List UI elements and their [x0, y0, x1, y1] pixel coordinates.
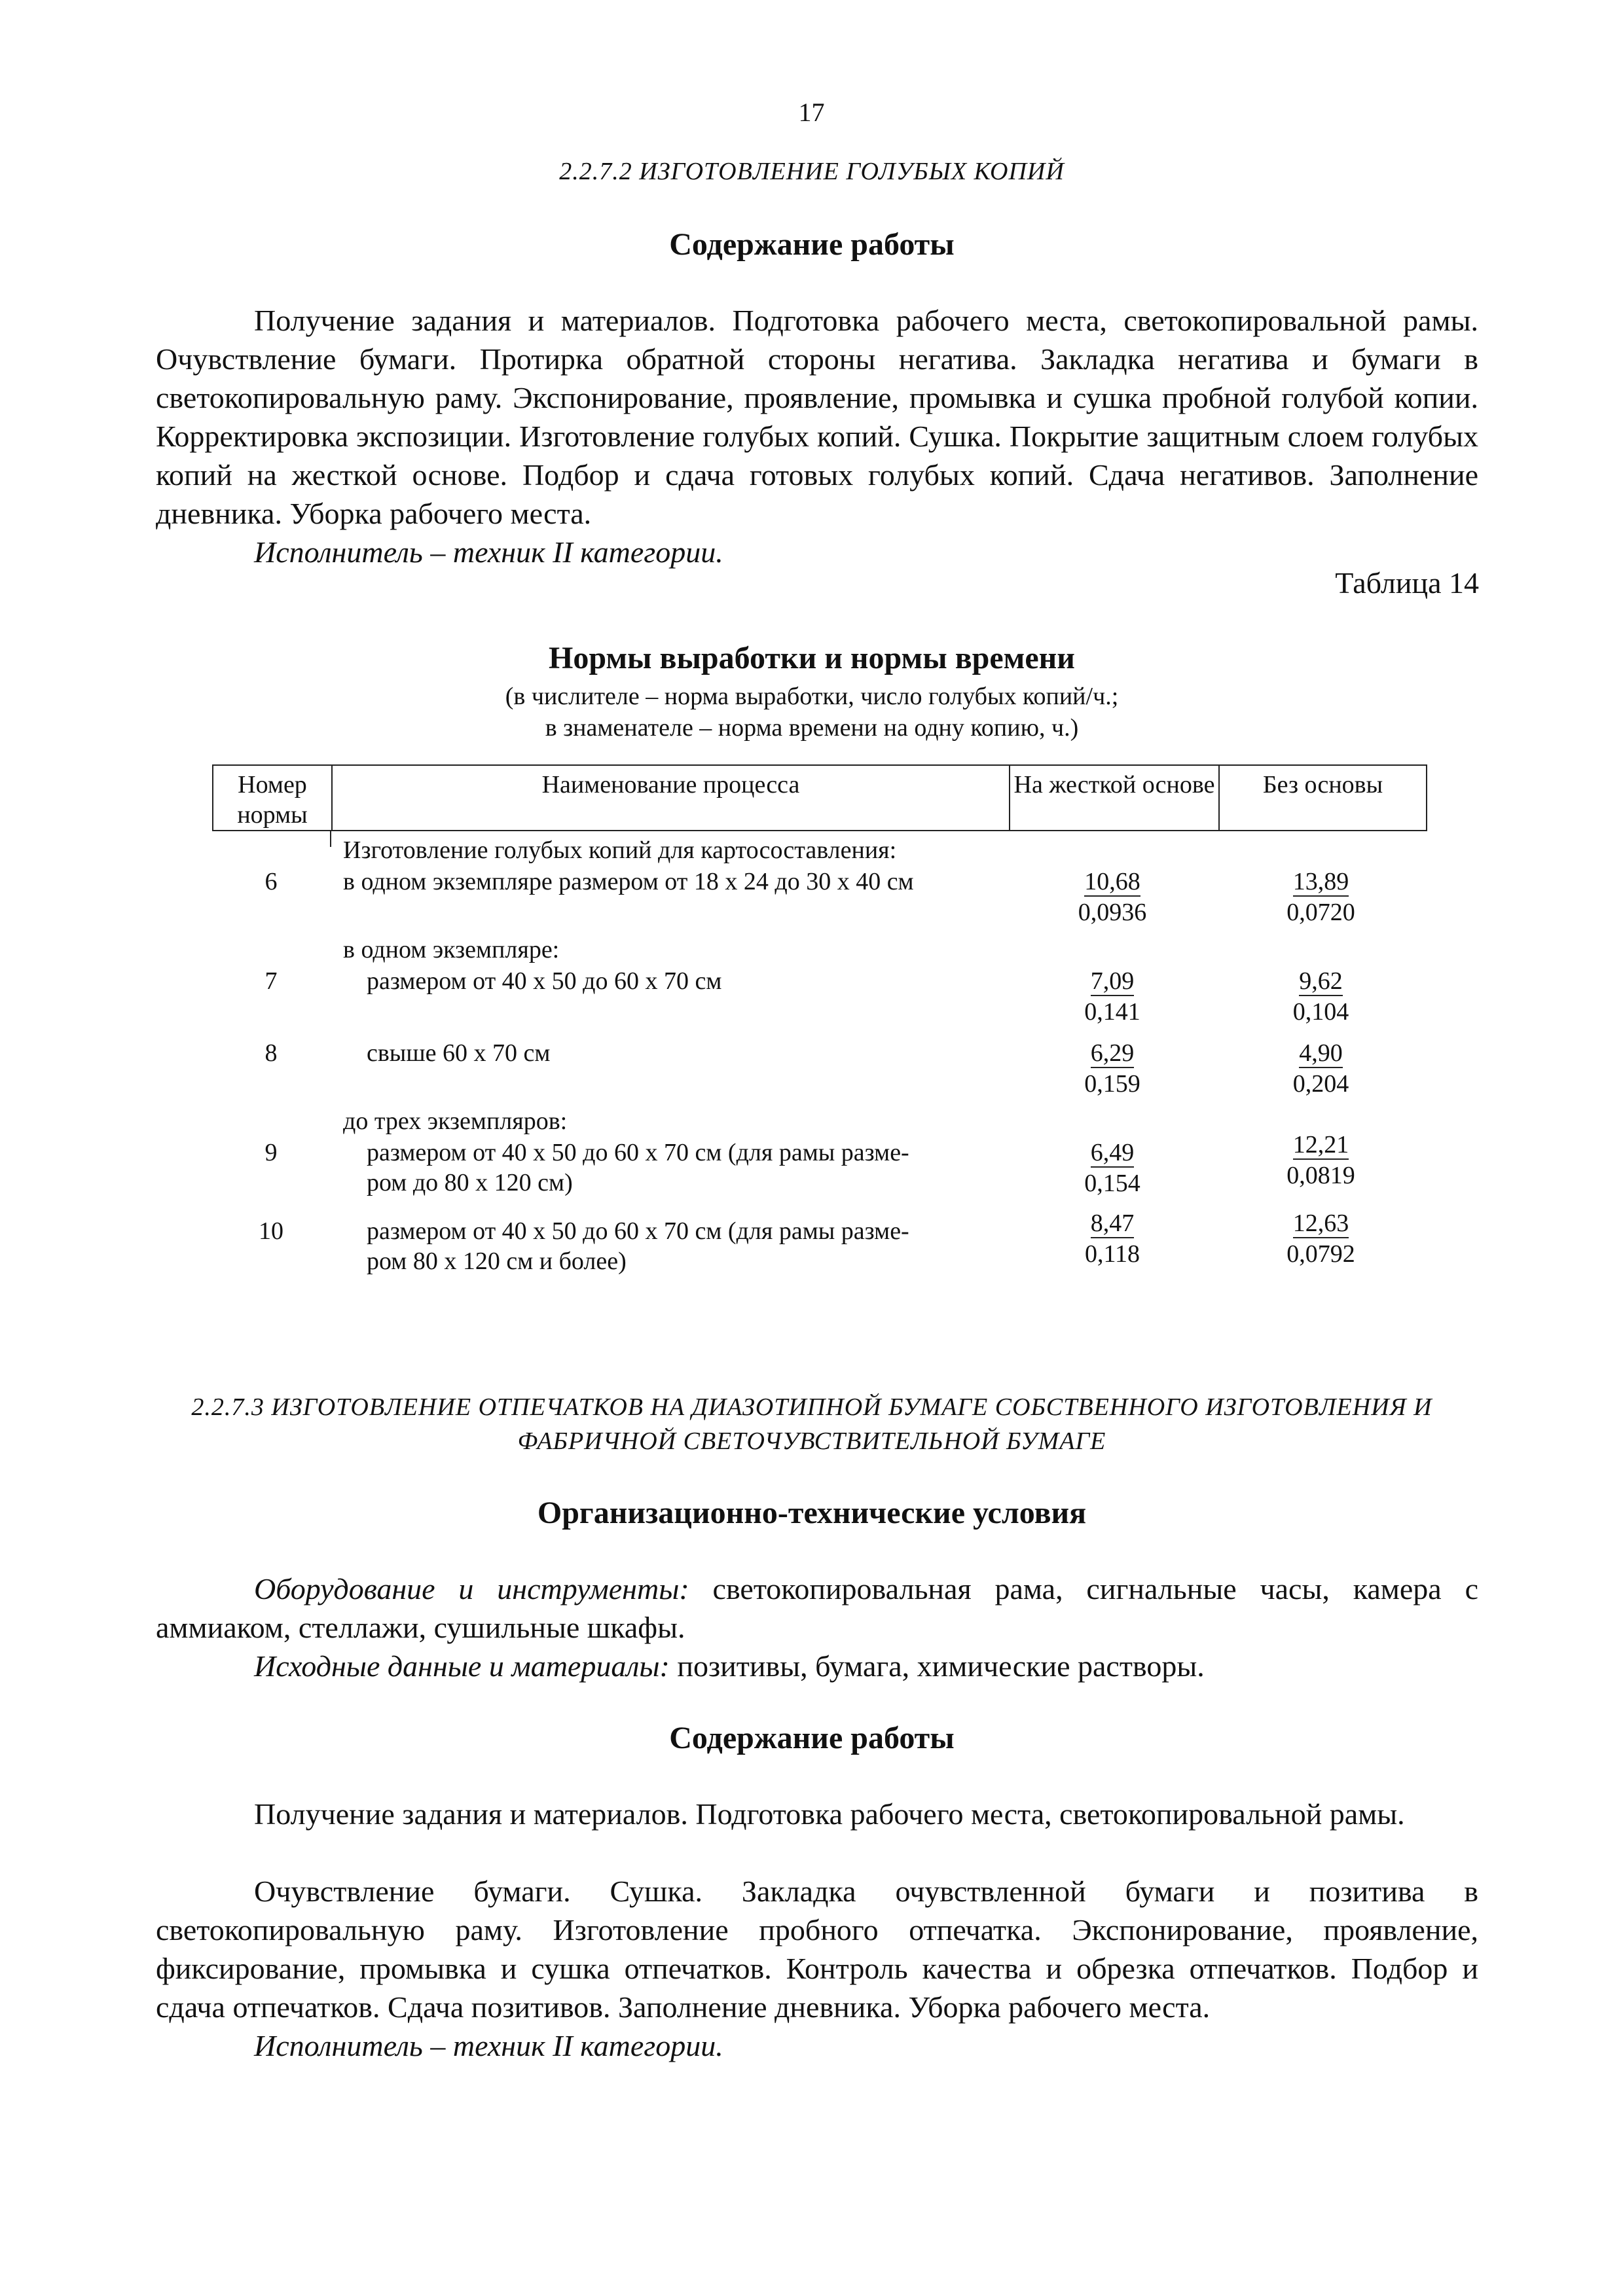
- group-label: Изготовление голубых копий для картосоставления:: [343, 836, 897, 864]
- section-title: 2.2.7.2 ИЗГОТОВЛЕНИЕ ГОЛУБЫХ КОПИЙ: [559, 158, 1065, 185]
- denominator: 0,118: [1084, 1240, 1140, 1268]
- no-base-value: [1217, 1130, 1425, 1191]
- numerator: 6,29: [1090, 1039, 1135, 1067]
- process-name-line: размером от 40 х 50 до 60 х 70 см (для рамы разме-: [367, 1217, 909, 1245]
- norm-number: 9: [264, 1139, 278, 1166]
- norm-number: 6: [264, 868, 278, 895]
- table-note-line2: в знаменателе – норма времени на одну копию, ч.): [545, 714, 1079, 742]
- section-title-line2: ФАБРИЧНОЙ СВЕТОЧУВСТВИТЕЛЬНОЙ БУМАГЕ: [517, 1427, 1106, 1455]
- no-base-value: [1217, 867, 1425, 928]
- content-text: Очувствление бумаги. Сушка. Закладка очувствленной бумаги и позитива в светокопировальную раму. Изготовление пробного отпечатка. Экспонирование, проявление, фиксирование, промывка и сушка отпечатков. Контроль качества и обрезка отпечатков. Подбор и сдача отпечатков. Сдача позитивов. Заполнение дневника. Уборка рабочего места.: [156, 1874, 1478, 2024]
- denominator: 0,0819: [1286, 1162, 1355, 1189]
- process-name: свыше 60 х 70 см: [367, 1039, 551, 1067]
- materials-label: Исходные данные и материалы:: [254, 1649, 670, 1683]
- page-number: 17: [798, 98, 825, 127]
- column-divider: [330, 830, 331, 847]
- numerator: 8,47: [1090, 1210, 1135, 1237]
- group-label: в одном экземпляре:: [343, 936, 560, 963]
- no-base-value: [1217, 1208, 1425, 1270]
- content-heading: Содержание работы: [669, 1721, 955, 1755]
- performer: Исполнитель – техник II категории.: [254, 2029, 723, 2062]
- header-number: Номер нормы: [237, 771, 308, 829]
- numerator: 12,21: [1292, 1131, 1349, 1158]
- hard-base-value: [1008, 966, 1217, 1028]
- denominator: 0,154: [1084, 1170, 1140, 1197]
- denominator: 0,104: [1292, 998, 1349, 1026]
- materials-paragraph: [156, 1647, 1478, 1685]
- denominator: 0,0720: [1286, 899, 1355, 926]
- no-base-value: [1217, 966, 1425, 1028]
- content-text: Получение задания и материалов. Подготовка рабочего места, светокопировальной рамы.: [254, 1797, 1405, 1831]
- hard-base-value: [1008, 867, 1217, 928]
- process-name-line: ром 80 х 120 см и более): [367, 1247, 627, 1275]
- numerator: 12,63: [1292, 1210, 1349, 1237]
- no-base-value: [1217, 1038, 1425, 1100]
- content-text: Получение задания и материалов. Подготовка рабочего места, светокопировальной рамы. Очувствление бумаги. Протирка обратной стороны негатива. Закладка негатива и бумаги в светокопировальную раму. Экспонирование, проявление, промывка и сушка пробной голубой копии. Корректировка экспозиции. Изготовление голубых копий. Сушка. Покрытие защитным слоем голубых копий на жесткой основе. Подбор и сдача готовых голубых копий. Сдача негативов. Заполнение дневника. Уборка рабочего места.: [156, 304, 1478, 530]
- process-name: [367, 1216, 998, 1276]
- process-name: в одном экземпляре размером от 18 х 24 до 30 х 40 см: [343, 868, 914, 895]
- table-header: [212, 764, 1427, 831]
- equipment-text: светокопировальная рама, сигнальные часы, камера с аммиаком, стеллажи, сушильные шкафы.: [156, 1572, 1478, 1644]
- process-name-line: ром до 80 х 120 см): [367, 1169, 573, 1196]
- numerator: 6,49: [1090, 1139, 1135, 1166]
- equipment-paragraph: [156, 1570, 1478, 1647]
- hard-base-value: [1008, 1208, 1217, 1270]
- process-name: [367, 1138, 998, 1198]
- org-heading: Организационно-технические условия: [537, 1496, 1087, 1530]
- norm-number: 8: [264, 1039, 278, 1067]
- header-hard-base: На жесткой основе: [1009, 766, 1218, 830]
- table-title: Нормы выработки и нормы времени: [549, 641, 1075, 675]
- equipment-label: Оборудование и инструменты:: [254, 1572, 689, 1605]
- numerator: 10,68: [1084, 868, 1140, 895]
- denominator: 0,0936: [1078, 899, 1147, 926]
- numerator: 7,09: [1090, 967, 1135, 995]
- denominator: 0,0792: [1286, 1240, 1355, 1268]
- norm-number: 7: [264, 967, 278, 995]
- header-process: Наименование процесса: [331, 766, 1009, 830]
- process-name: размером от 40 х 50 до 60 х 70 см: [367, 967, 722, 995]
- section-title: 2.2.7.3 ИЗГОТОВЛЕНИЕ ОТПЕЧАТКОВ НА ДИАЗОТИПНОЙ БУМАГЕ СОБСТВЕННОГО ИЗГОТОВЛЕНИЯ И: [191, 1393, 1432, 1421]
- numerator: 4,90: [1299, 1039, 1343, 1067]
- group-label: до трех экземпляров:: [343, 1107, 568, 1135]
- materials-text: позитивы, бумага, химические растворы.: [669, 1649, 1205, 1683]
- content-heading: Содержание работы: [669, 227, 955, 262]
- table-label: Таблица 14: [1335, 566, 1479, 600]
- header-no-base: Без основы: [1218, 766, 1426, 830]
- numerator: 9,62: [1299, 967, 1343, 995]
- hard-base-value: [1008, 1138, 1217, 1199]
- numerator: 13,89: [1292, 868, 1349, 895]
- denominator: 0,159: [1084, 1070, 1140, 1098]
- denominator: 0,141: [1084, 998, 1140, 1026]
- table-note-line1: (в числителе – норма выработки, число голубых копий/ч.;: [505, 683, 1119, 710]
- denominator: 0,204: [1292, 1070, 1349, 1098]
- process-name-line: размером от 40 х 50 до 60 х 70 см (для рамы разме-: [367, 1139, 909, 1166]
- norm-number: 10: [259, 1217, 283, 1245]
- performer: Исполнитель – техник II категории.: [254, 535, 723, 569]
- hard-base-value: [1008, 1038, 1217, 1100]
